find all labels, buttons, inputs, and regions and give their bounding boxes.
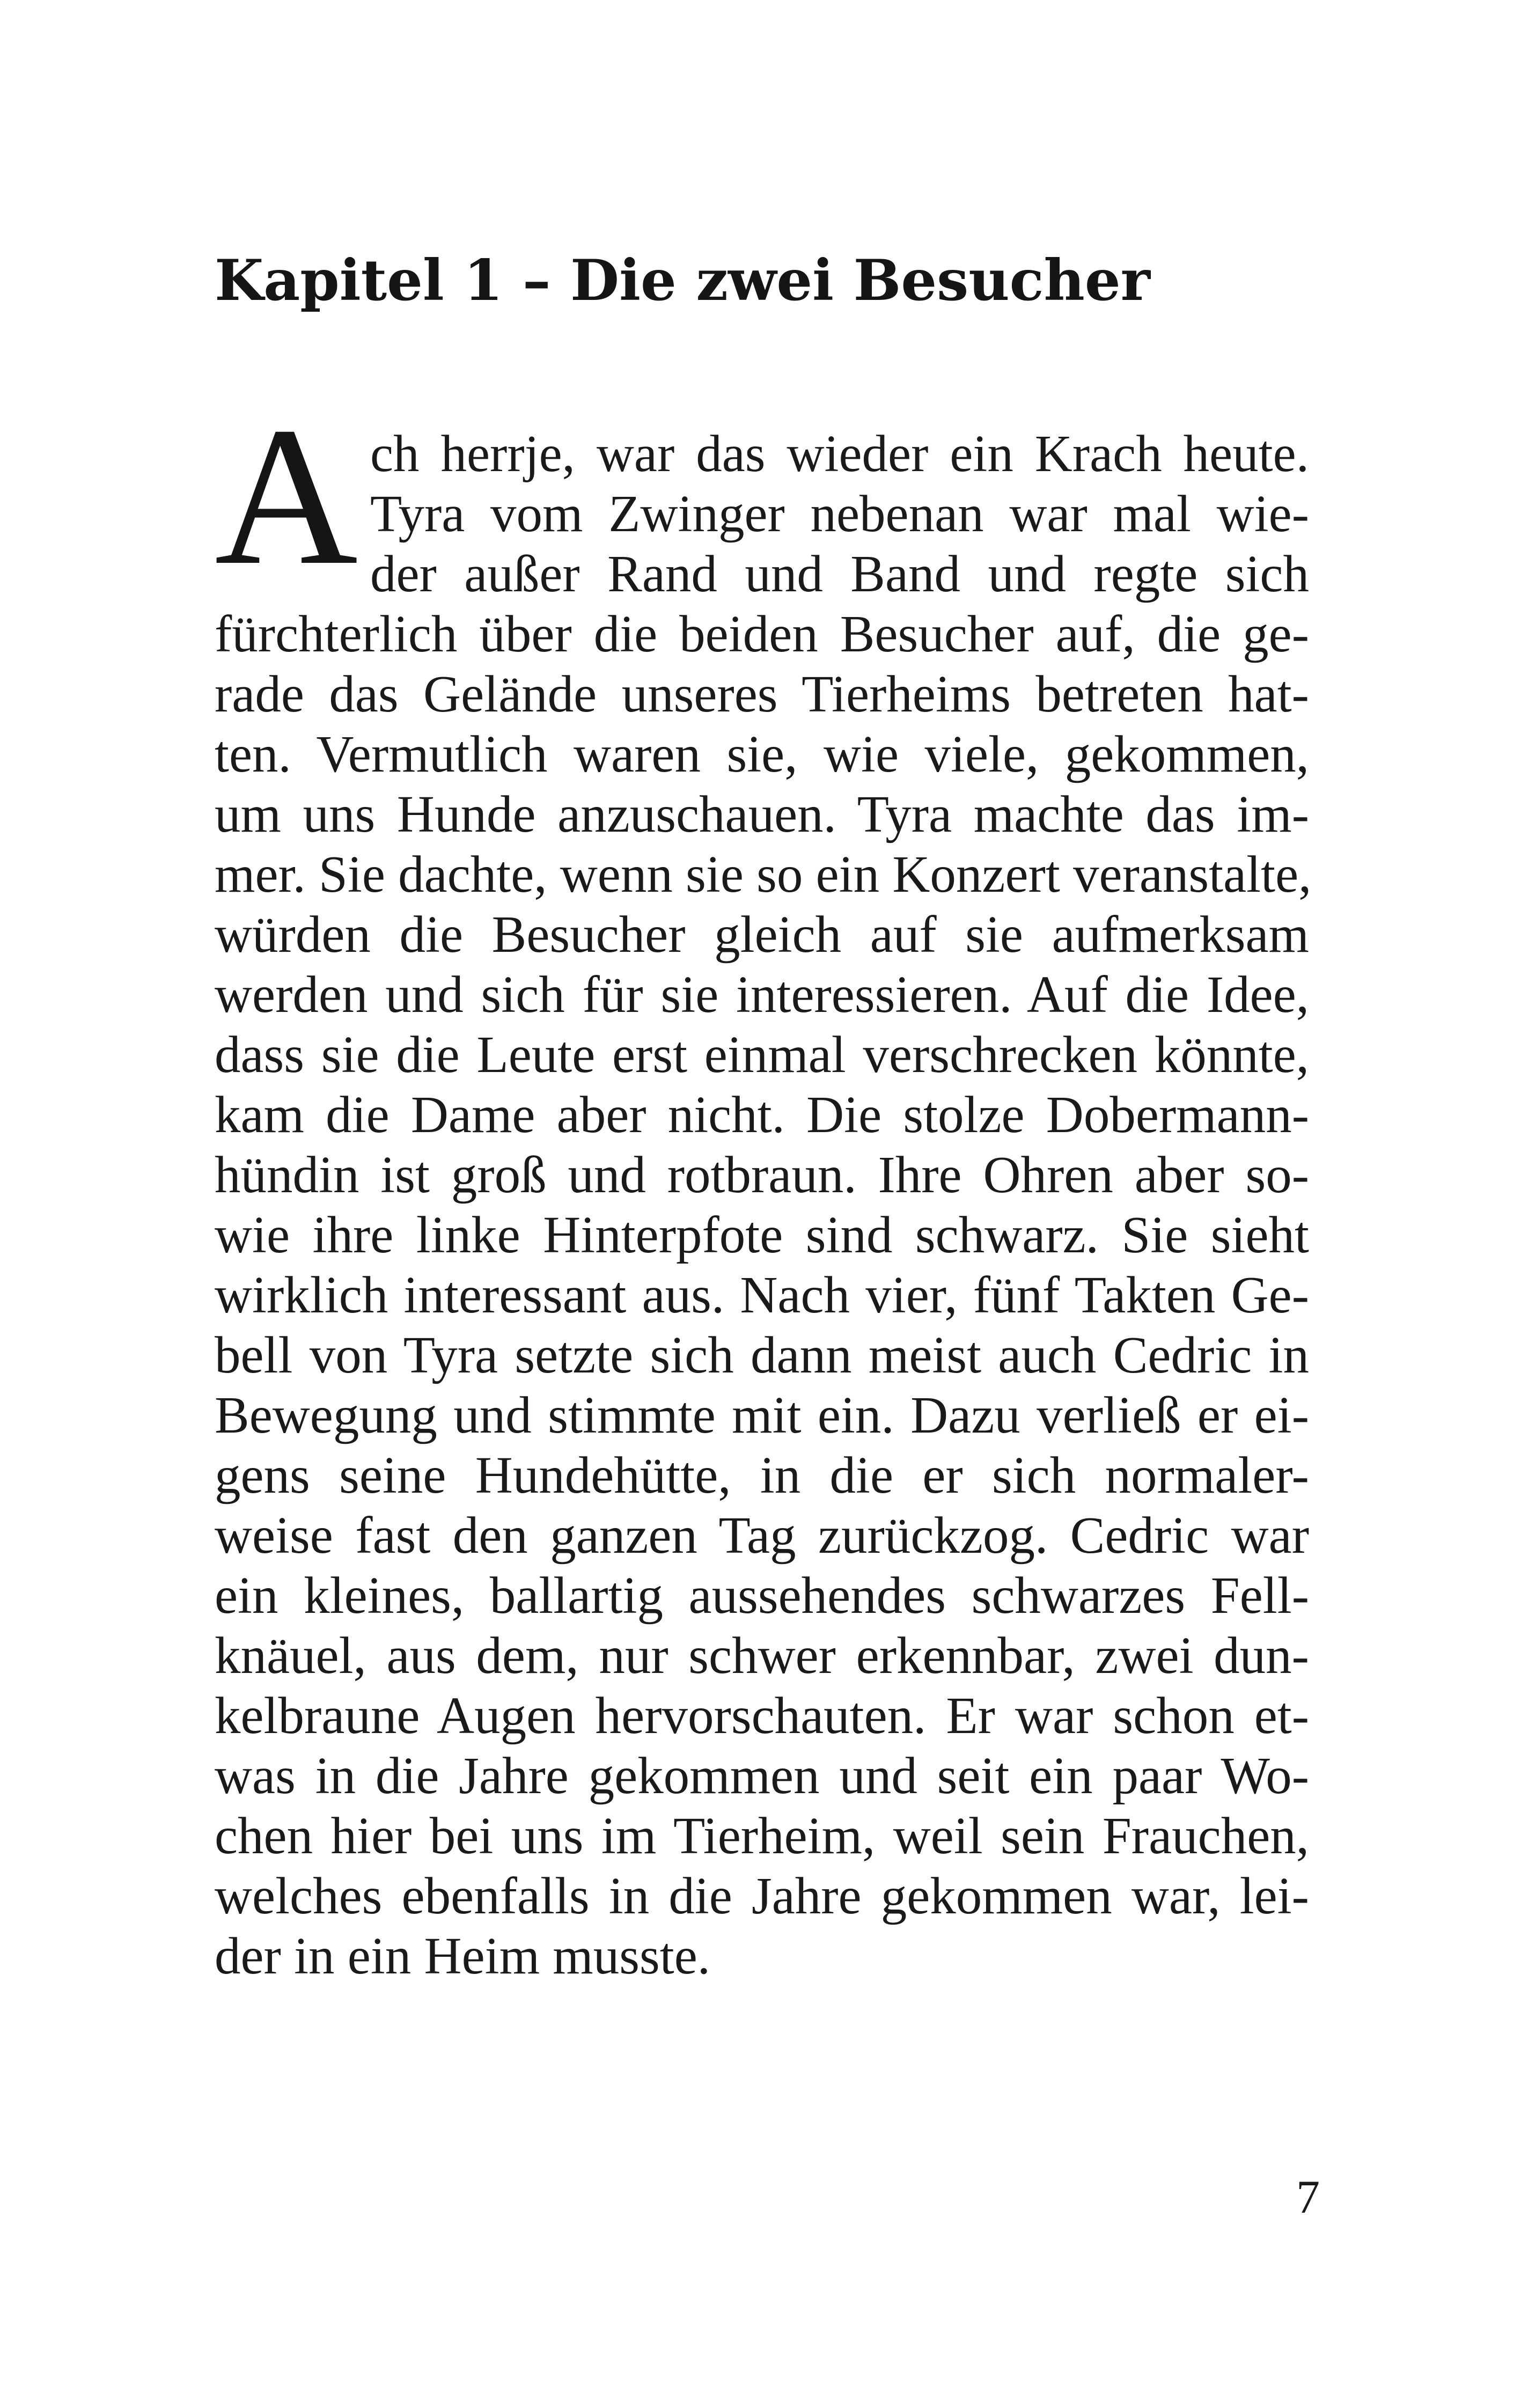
text-line: chen hier bei uns im Tierheim, weil sein Frauchen, xyxy=(215,1807,1309,1864)
text-line: der außer Rand und Band und regte sich xyxy=(370,545,1309,603)
text-line: kam die Dame aber nicht. Die stolze Dobermann- xyxy=(215,1086,1309,1143)
text-line: was in die Jahre gekommen und seit ein paar Wo- xyxy=(215,1747,1309,1804)
text-line: werden und sich für sie interessieren. Auf die Idee, xyxy=(215,966,1309,1023)
text-line: welches ebenfalls in die Jahre gekommen war, lei- xyxy=(215,1867,1309,1925)
text-line: fürchterlich über die beiden Besucher auf, die ge- xyxy=(215,605,1309,663)
text-line: würden die Besucher gleich auf sie aufmerksam xyxy=(215,906,1309,963)
text-line: kelbraune Augen hervorschauten. Er war schon et- xyxy=(215,1687,1309,1744)
chapter-title: Kapitel 1 – Die zwei Besucher xyxy=(215,247,1150,313)
text-line: ten. Vermutlich waren sie, wie viele, gekommen, xyxy=(215,725,1309,783)
text-line: dass sie die Leute erst einmal verschrecken könnte, xyxy=(215,1026,1309,1083)
page-number: 7 xyxy=(1296,2171,1320,2223)
text-line: weise fast den ganzen Tag zurückzog. Cedric war xyxy=(215,1507,1309,1564)
text-line: Tyra vom Zwinger nebenan war mal wie- xyxy=(370,485,1309,542)
body-text xyxy=(215,424,1312,1986)
text-line: hündin ist groß und rotbraun. Ihre Ohren aber so- xyxy=(215,1146,1309,1203)
text-line: gens seine Hundehütte, in die er sich normaler- xyxy=(215,1447,1309,1504)
text-line: wie ihre linke Hinterpfote sind schwarz. Sie sieht xyxy=(215,1206,1309,1264)
text-line: um uns Hunde anzuschauen. Tyra machte das im- xyxy=(215,785,1309,843)
text-line: bell von Tyra setzte sich dann meist auch Cedric in xyxy=(215,1326,1309,1384)
text-line: mer. Sie dachte, wenn sie so ein Konzert veranstalte, xyxy=(215,846,1312,903)
text-line: wirklich interessant aus. Nach vier, fünf Takten Ge- xyxy=(215,1266,1309,1324)
text-line: rade das Gelände unseres Tierheims betreten hat- xyxy=(215,665,1309,723)
text-line: ein kleines, ballartig aussehendes schwarzes Fell- xyxy=(215,1567,1309,1624)
text-line: Bewegung und stimmte mit ein. Dazu verließ er ei- xyxy=(215,1386,1309,1444)
drop-cap: A xyxy=(215,386,358,606)
text-line: der in ein Heim musste. xyxy=(215,1927,711,1985)
text-line: ch herrje, war das wieder ein Krach heute. xyxy=(370,425,1309,482)
text-line: knäuel, aus dem, nur schwer erkennbar, zwei dun- xyxy=(215,1627,1309,1684)
